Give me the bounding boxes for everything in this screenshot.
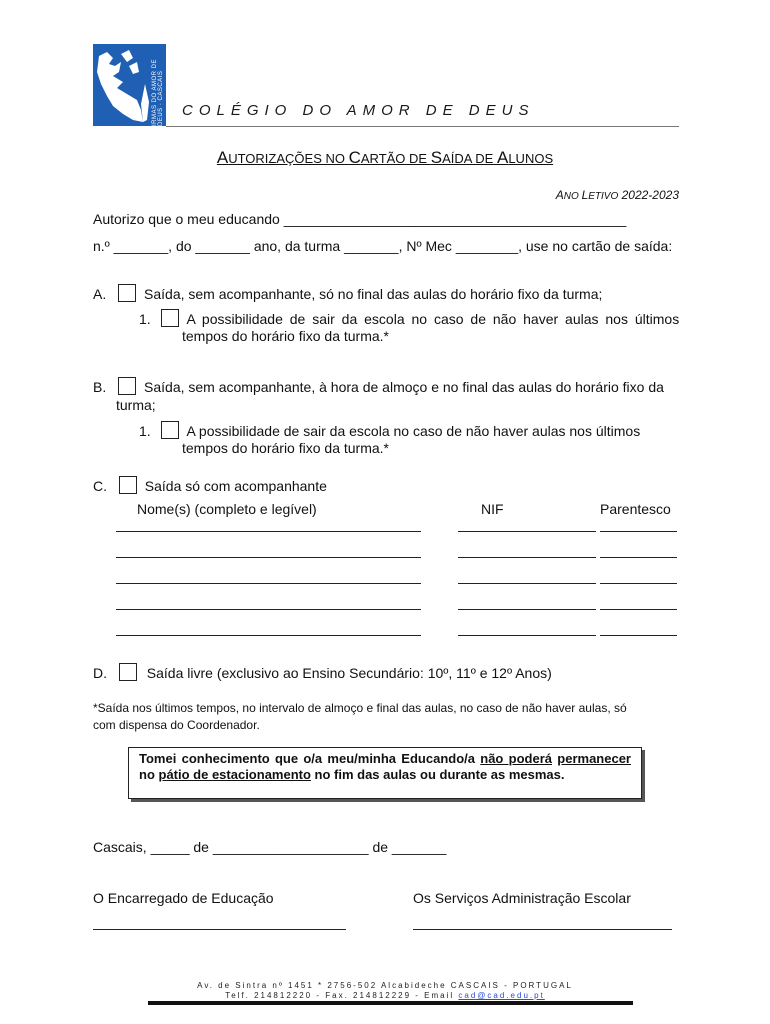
option-c-text: Saída só com acompanhante — [144, 478, 327, 494]
footnote-line-2: com dispensa do Coordenador. — [93, 718, 260, 732]
logo-vertical-text: IRMÃS DO AMOR DE DEUS · CASCAIS — [152, 58, 164, 126]
option-d-checkbox[interactable] — [119, 663, 137, 681]
option-a-sub-checkbox[interactable] — [161, 309, 179, 327]
notice-text-3: no fim das aulas ou durante as mesmas. — [310, 767, 565, 782]
school-year: ANO LETIVO 2022-2023 — [555, 188, 679, 202]
companion-relationship-header: Parentesco — [600, 501, 671, 517]
option-b-sub-text-2: tempos do horário fixo da turma.* — [182, 440, 389, 456]
option-d — [93, 663, 552, 681]
companion-nif-field-4[interactable] — [458, 609, 596, 610]
page-title: AUTORIZAÇÕES NO CARTÃO DE SAÍDA DE ALUNOS — [216, 148, 554, 167]
option-b — [93, 377, 664, 395]
footer-contacts — [0, 991, 770, 1000]
companion-name-field-4[interactable] — [116, 609, 421, 610]
option-a-letter: A. — [93, 286, 107, 302]
companion-name-field-2[interactable] — [116, 557, 421, 558]
companion-relationship-field-1[interactable] — [600, 531, 677, 532]
option-b-text-2: turma; — [116, 397, 156, 413]
option-a-sub — [139, 309, 679, 327]
companion-nif-field-1[interactable] — [458, 531, 596, 532]
guardian-signature-label: O Encarregado de Educação — [93, 890, 274, 906]
companion-nif-field-2[interactable] — [458, 557, 596, 558]
notice-text-1: Tomei conhecimento que o/a meu/minha Educando/a — [139, 751, 481, 766]
option-c-letter: C. — [93, 478, 107, 494]
notice-underline-1: não poderá — [480, 751, 552, 766]
option-b-letter: B. — [93, 379, 107, 395]
school-name: COLÉGIO DO AMOR DE DEUS — [182, 102, 535, 119]
option-d-text: Saída livre (exclusivo ao Ensino Secundário: 10º, 11º e 12º Anos) — [146, 665, 552, 681]
option-a-sub-number: 1. — [139, 311, 151, 327]
footer-bar — [148, 1001, 633, 1005]
footer-email-link[interactable]: cad@cad.edu.pt — [458, 991, 545, 1000]
student-name-line[interactable]: Autorizo que o meu educando ____________________________________________ — [93, 211, 627, 227]
parking-notice-box — [128, 747, 642, 799]
companion-relationship-field-2[interactable] — [600, 557, 677, 558]
option-b-sub-text: A possibilidade de sair da escola no caso de não haver aulas nos últimos — [186, 423, 641, 439]
option-a-sub-text-2: tempos do horário fixo da turma.* — [182, 328, 389, 344]
footer-address: Av. de Sintra nº 1451 * 2756-502 Alcabideche CASCAIS - PORTUGAL — [197, 981, 573, 990]
option-b-sub-number: 1. — [139, 423, 151, 439]
companion-relationship-field-4[interactable] — [600, 609, 677, 610]
footer-contacts-text: Telf. 214812220 - Fax. 214812229 - Email — [225, 991, 459, 1000]
companion-relationship-field-3[interactable] — [600, 583, 677, 584]
admin-signature-field[interactable] — [413, 929, 672, 930]
notice-underline-3: pátio de estacionamento — [158, 767, 311, 782]
companion-names-header: Nome(s) (completo e legível) — [137, 501, 317, 517]
option-b-sub-checkbox[interactable] — [161, 421, 179, 439]
notice-text-2: no — [139, 767, 159, 782]
student-details-line[interactable]: n.º _______, do _______ ano, da turma _______, Nº Mec ________, use no cartão de saída: — [93, 238, 673, 254]
header-divider — [166, 126, 679, 127]
option-b-sub — [139, 421, 640, 439]
guardian-signature-field[interactable] — [93, 929, 346, 930]
option-b-checkbox[interactable] — [118, 377, 136, 395]
option-a-checkbox[interactable] — [118, 284, 136, 302]
companion-relationship-field-5[interactable] — [600, 635, 677, 636]
option-a-text: Saída, sem acompanhante, só no final das aulas do horário fixo da turma; — [144, 286, 603, 302]
admin-signature-label: Os Serviços Administração Escolar — [413, 890, 631, 906]
school-logo — [93, 44, 166, 126]
option-c — [93, 476, 327, 494]
option-a — [93, 284, 602, 302]
companion-name-field-3[interactable] — [116, 583, 421, 584]
option-c-checkbox[interactable] — [119, 476, 137, 494]
companion-nif-field-3[interactable] — [458, 583, 596, 584]
companion-name-field-1[interactable] — [116, 531, 421, 532]
footnote-line-1: *Saída nos últimos tempos, no intervalo de almoço e final das aulas, no caso de não haver aulas, só — [93, 701, 627, 715]
companion-nif-header: NIF — [481, 501, 504, 517]
option-a-sub-text: A possibilidade de sair da escola no caso de não haver aulas nos últimos — [186, 311, 680, 327]
option-b-text: Saída, sem acompanhante, à hora de almoço e no final das aulas do horário fixo da — [144, 379, 664, 395]
companion-name-field-5[interactable] — [116, 635, 421, 636]
date-line[interactable]: Cascais, _____ de ____________________ de _______ — [93, 839, 447, 855]
notice-underline-2: permanecer — [557, 751, 631, 766]
option-d-letter: D. — [93, 665, 107, 681]
companion-nif-field-5[interactable] — [458, 635, 596, 636]
